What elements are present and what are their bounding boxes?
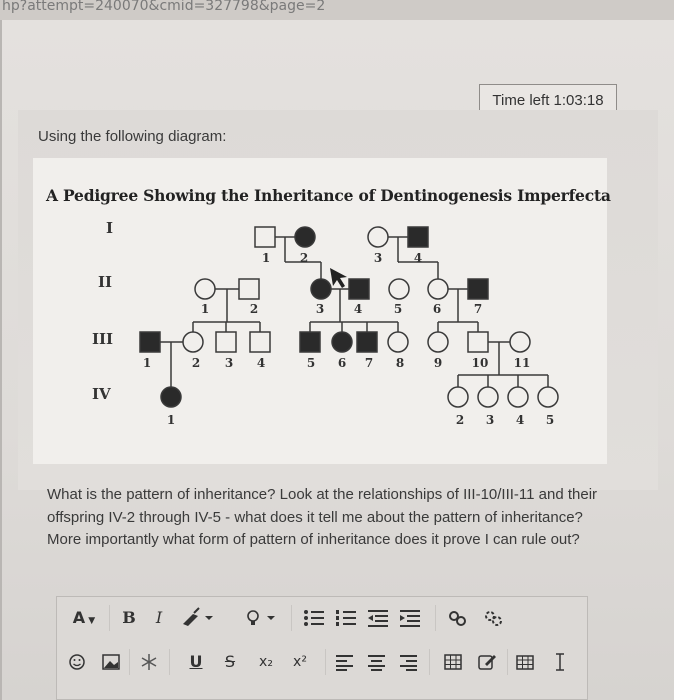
align-center-button[interactable] xyxy=(365,649,389,675)
pedigree-II-2 xyxy=(239,279,259,299)
label-III-5: 5 xyxy=(306,356,316,370)
generation-label-II: II xyxy=(98,273,113,291)
outdent-button[interactable] xyxy=(365,605,391,631)
underline-button[interactable]: U xyxy=(189,652,203,671)
pedigree-II-6 xyxy=(428,279,448,299)
unlink-icon xyxy=(481,605,507,631)
label-I-4: 4 xyxy=(413,251,423,265)
label-IV-2: 2 xyxy=(455,413,465,427)
bullet-list-icon xyxy=(301,605,327,631)
label-III-4: 4 xyxy=(256,356,266,370)
editor-toolbar-row-1 xyxy=(57,601,589,637)
align-left-icon xyxy=(333,649,357,675)
insert-table-button[interactable] xyxy=(441,649,465,675)
time-left-timer: Time left 1:03:18 xyxy=(479,84,617,117)
pedigree-II-5 xyxy=(389,279,409,299)
pedigree-IV-5 xyxy=(538,387,558,407)
pencil-square-icon xyxy=(475,649,499,675)
toolbar-separator xyxy=(429,649,430,675)
pedigree-III-10 xyxy=(468,332,488,352)
question-intro: Using the following diagram: xyxy=(38,128,227,145)
label-III-10: 10 xyxy=(471,356,489,370)
align-center-icon xyxy=(365,649,389,675)
align-left-button[interactable] xyxy=(333,649,357,675)
pedigree-III-6 xyxy=(332,332,352,352)
chevron-down-icon: ▼ xyxy=(85,616,96,626)
question-text: What is the pattern of inheritance? Look at the relationships of III-10/III-11 and their offspring IV-2 through IV-5 - what does it tell me about the pattern of inheritance? More importantly what form of pattern of inheritance does it prove I can rule out? xyxy=(47,486,598,548)
emoji-button[interactable] xyxy=(65,649,89,675)
label-I-2: 2 xyxy=(299,251,309,265)
pedigree-II-4 xyxy=(349,279,369,299)
pedigree-title: A Pedigree Showing the Inheritance of Dentinogenesis Imperfecta xyxy=(46,186,611,205)
toolbar-separator xyxy=(291,605,292,631)
indent-button[interactable] xyxy=(397,605,423,631)
align-right-button[interactable] xyxy=(397,649,421,675)
bulleted-list-button[interactable] xyxy=(301,605,327,631)
pedigree-I-2 xyxy=(295,227,315,247)
link-icon xyxy=(445,605,471,631)
font-color-label: A xyxy=(72,608,86,627)
pedigree-IV-1 xyxy=(161,387,181,407)
label-II-2: 2 xyxy=(249,302,259,316)
text-cursor-icon xyxy=(549,649,571,675)
pedigree-III-1 xyxy=(140,332,160,352)
asterisk-icon xyxy=(137,649,161,675)
table-icon xyxy=(513,649,537,675)
label-IV-4: 4 xyxy=(515,413,525,427)
pedigree-I-4 xyxy=(408,227,428,247)
toolbar-separator xyxy=(435,605,436,631)
pedigree-II-1 xyxy=(195,279,215,299)
strikethrough-button[interactable]: S xyxy=(224,652,236,671)
toolbar-separator xyxy=(507,649,508,675)
answer-editor xyxy=(56,596,588,700)
label-IV-3: 3 xyxy=(485,413,495,427)
clear-formatting-button[interactable] xyxy=(549,649,571,675)
generation-label-IV: IV xyxy=(92,385,111,403)
table-grid-icon xyxy=(441,649,465,675)
insert-link-button[interactable] xyxy=(445,605,471,631)
label-I-1: 1 xyxy=(261,251,271,265)
label-II-4: 4 xyxy=(353,302,363,316)
label-III-6: 6 xyxy=(337,356,347,370)
numbered-list-button[interactable] xyxy=(333,605,359,631)
label-III-11: 11 xyxy=(513,356,531,370)
pedigree-III-8 xyxy=(388,332,408,352)
label-III-9: 9 xyxy=(433,356,443,370)
align-right-icon xyxy=(397,649,421,675)
mouse-cursor-icon xyxy=(330,268,347,288)
label-I-3: 3 xyxy=(373,251,383,265)
pedigree-II-7 xyxy=(468,279,488,299)
lightbulb-icon xyxy=(243,605,279,631)
toolbar-separator xyxy=(325,649,326,675)
label-IV-5: 5 xyxy=(545,413,555,427)
pedigree-III-5 xyxy=(300,332,320,352)
label-III-3: 3 xyxy=(224,356,234,370)
label-IV-1: 1 xyxy=(166,413,176,427)
label-III-2: 2 xyxy=(191,356,201,370)
table-properties-button[interactable] xyxy=(513,649,537,675)
numbered-list-icon xyxy=(333,605,359,631)
pedigree-IV-4 xyxy=(508,387,528,407)
pedigree-III-11 xyxy=(510,332,530,352)
browser-url: hp?attempt=240070&cmid=327798&page=2 xyxy=(0,0,674,20)
pedigree-IV-2 xyxy=(448,387,468,407)
label-II-5: 5 xyxy=(393,302,403,316)
generation-label-I: I xyxy=(106,219,114,237)
label-III-1: 1 xyxy=(142,356,152,370)
pedigree-III-9 xyxy=(428,332,448,352)
smiley-icon xyxy=(65,649,89,675)
label-II-3: 3 xyxy=(315,302,325,316)
toolbar-separator xyxy=(169,649,170,675)
italic-button[interactable]: I xyxy=(155,608,163,627)
generation-label-III: III xyxy=(92,330,114,348)
label-III-7: 7 xyxy=(364,356,374,370)
bold-button[interactable]: B xyxy=(122,608,136,627)
outdent-icon xyxy=(365,605,391,631)
toolbar-separator xyxy=(109,605,110,631)
unlink-button[interactable] xyxy=(481,605,507,631)
indent-icon xyxy=(397,605,423,631)
label-II-7: 7 xyxy=(473,302,483,316)
paintbrush-icon xyxy=(177,605,217,631)
pedigree-III-2 xyxy=(183,332,203,352)
insert-image-button[interactable] xyxy=(99,649,123,675)
pedigree-I-1 xyxy=(255,227,275,247)
subscript-button[interactable]: x₂ xyxy=(259,654,273,670)
paintbrush-style-button[interactable] xyxy=(177,605,217,631)
pedigree-II-3 xyxy=(311,279,331,299)
pedigree-III-7 xyxy=(357,332,377,352)
label-II-1: 1 xyxy=(200,302,210,316)
label-II-6: 6 xyxy=(432,302,442,316)
edit-html-button[interactable] xyxy=(475,649,499,675)
font-color-button[interactable] xyxy=(67,605,101,631)
pedigree-III-4 xyxy=(250,332,270,352)
pedigree-IV-3 xyxy=(478,387,498,407)
pedigree-I-3 xyxy=(368,227,388,247)
special-characters-button[interactable] xyxy=(137,649,161,675)
label-III-8: 8 xyxy=(395,356,405,370)
superscript-button[interactable]: x² xyxy=(293,654,307,670)
toolbar-separator xyxy=(129,649,130,675)
editor-toolbar-row-2 xyxy=(57,645,589,681)
image-icon xyxy=(99,649,123,675)
pedigree-III-3 xyxy=(216,332,236,352)
paragraph-style-button[interactable] xyxy=(243,605,279,631)
